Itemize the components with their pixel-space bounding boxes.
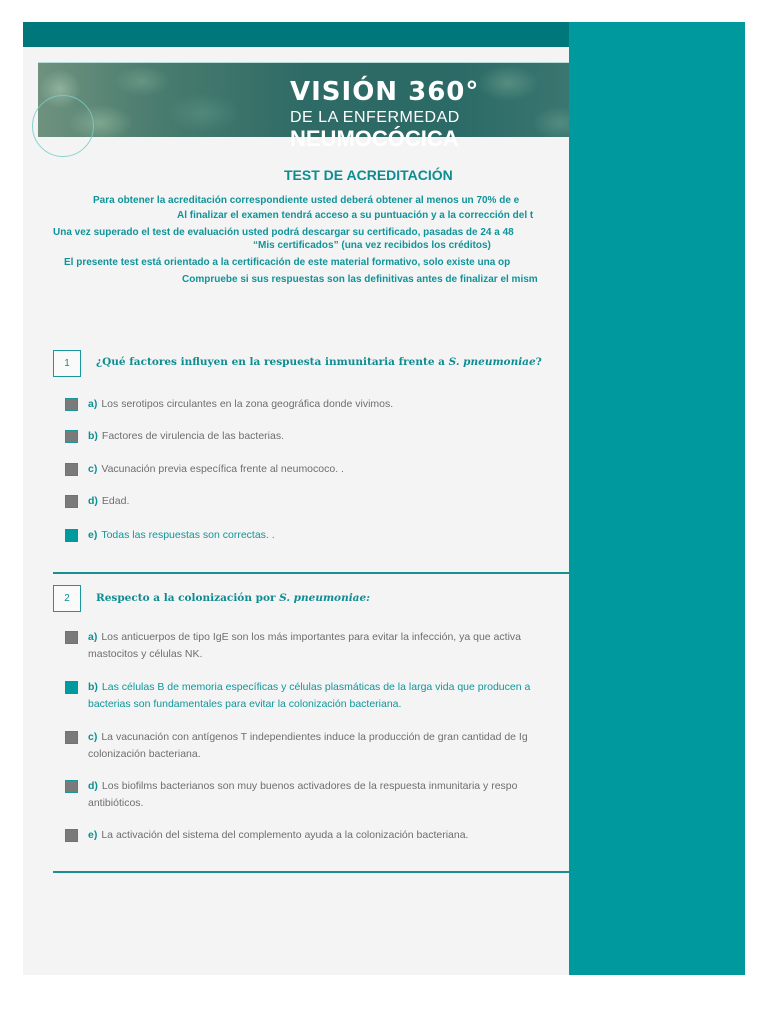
q1-option-a-text[interactable] [88,396,569,413]
q1-option-d[interactable] [65,493,569,510]
q2-option-e-text[interactable] [88,827,569,844]
question-text-italic: S. pneumoniae: [279,592,371,604]
circle-decoration-icon [32,95,94,157]
option-label: c) [88,463,98,475]
option-line: Todas las respuestas son correctas. . [101,529,275,541]
q1-option-c-checkbox[interactable] [65,463,78,476]
q1-option-e-text[interactable] [88,527,569,544]
q1-option-b-checkbox[interactable] [65,430,78,443]
banner-title: VISIÓN 360° [290,77,480,107]
test-title: TEST DE ACREDITACIÓN [284,167,453,183]
option-line: antibióticos. [88,796,144,809]
option-line: La activación del sistema del complemento ayuda a la colonización bacteriana. [101,829,469,841]
option-line: bacterias son fundamentales para evitar la colonización bacteriana. [88,697,402,710]
intro-line: Una vez superado el test de evaluación usted podrá descargar su certificado, pasadas de 24 a 48 [53,227,514,238]
option-line: Vacunación previa específica frente al neumococo. . [101,463,344,475]
option-line: Las células B de memoria específicas y células plasmáticas de la larga vida que producen a [101,681,531,693]
question-divider [53,572,573,574]
q2-option-e[interactable] [65,827,569,844]
option-label: b) [88,430,98,442]
option-label: d) [88,780,98,792]
option-label: e) [88,829,98,841]
q1-option-b[interactable] [65,428,569,445]
q2-option-a-text[interactable] [88,629,569,662]
question-number-badge: 1 [53,350,81,377]
banner-image [38,62,569,151]
q2-option-c-text[interactable] [88,729,569,762]
q1-option-d-checkbox[interactable] [65,495,78,508]
q2-option-a-checkbox[interactable] [65,631,78,644]
q2-option-c[interactable] [65,729,569,762]
q1-option-b-text[interactable] [88,428,569,445]
q2-option-b-checkbox[interactable] [65,681,78,694]
option-label: a) [88,631,98,643]
option-line: La vacunación con antígenos T independientes induce la producción de gran cantidad de Ig [101,731,528,743]
q2-option-d-text[interactable] [88,778,569,811]
option-label: b) [88,681,98,693]
q1-option-e[interactable] [65,527,569,544]
question-text-italic: S. pneumoniae [448,356,536,368]
question-text-part: ¿Qué factores influyen en la respuesta inmunitaria frente a [96,356,449,368]
q2-option-c-checkbox[interactable] [65,731,78,744]
q1-option-a[interactable] [65,396,569,413]
test-content [23,47,569,975]
option-line: Los serotipos circulantes en la zona geográfica donde vivimos. [101,398,394,410]
option-line: Edad. [101,495,130,507]
q2-option-a[interactable] [65,629,569,662]
option-label: c) [88,731,98,743]
banner-subtitle: DE LA ENFERMEDAD [290,109,460,126]
option-label: d) [88,495,98,507]
option-label: a) [88,398,98,410]
question-divider [53,871,573,873]
option-line: Los anticuerpos de tipo IgE son los más importantes para evitar la infección, ya que activa [101,631,521,643]
q1-option-c-text[interactable] [88,461,569,478]
q2-option-b-text[interactable] [88,679,569,712]
option-line: Factores de virulencia de las bacterias. [101,430,285,442]
intro-line: Compruebe si sus respuestas son las definitivas antes de finalizar el mism [182,274,538,285]
question-text-part: Respecto a la colonización por [96,592,280,604]
intro-line: Al finalizar el examen tendrá acceso a su puntuación y a la corrección del t [177,210,534,221]
q1-option-a-checkbox[interactable] [65,398,78,411]
intro-line: Para obtener la acreditación correspondiente usted deberá obtener al menos un 70% de e [93,195,520,206]
option-line: mastocitos y células NK. [88,647,203,660]
q2-option-b[interactable] [65,679,569,712]
right-panel [569,22,745,975]
option-label: e) [88,529,98,541]
intro-line: El presente test está orientado a la certificación de este material formativo, solo existe una op [64,257,511,268]
banner-subtitle-2: NEUMOCÓCICA [290,126,459,151]
option-line: Los biofilms bacterianos son muy buenos activadores de la respuesta inmunitaria y respo [101,780,518,792]
q1-option-e-checkbox[interactable] [65,529,78,542]
question-text-part: ? [535,356,542,368]
question-text [96,592,370,604]
q1-option-c[interactable] [65,461,569,478]
intro-line: “Mis certificados” (una vez recibidos los créditos) [253,240,491,251]
q2-option-d-checkbox[interactable] [65,780,78,793]
question-number-badge: 2 [53,585,81,612]
option-line: colonización bacteriana. [88,747,201,760]
question-text [96,356,542,368]
q2-option-d[interactable] [65,778,569,811]
q2-option-e-checkbox[interactable] [65,829,78,842]
q1-option-d-text[interactable] [88,493,569,510]
